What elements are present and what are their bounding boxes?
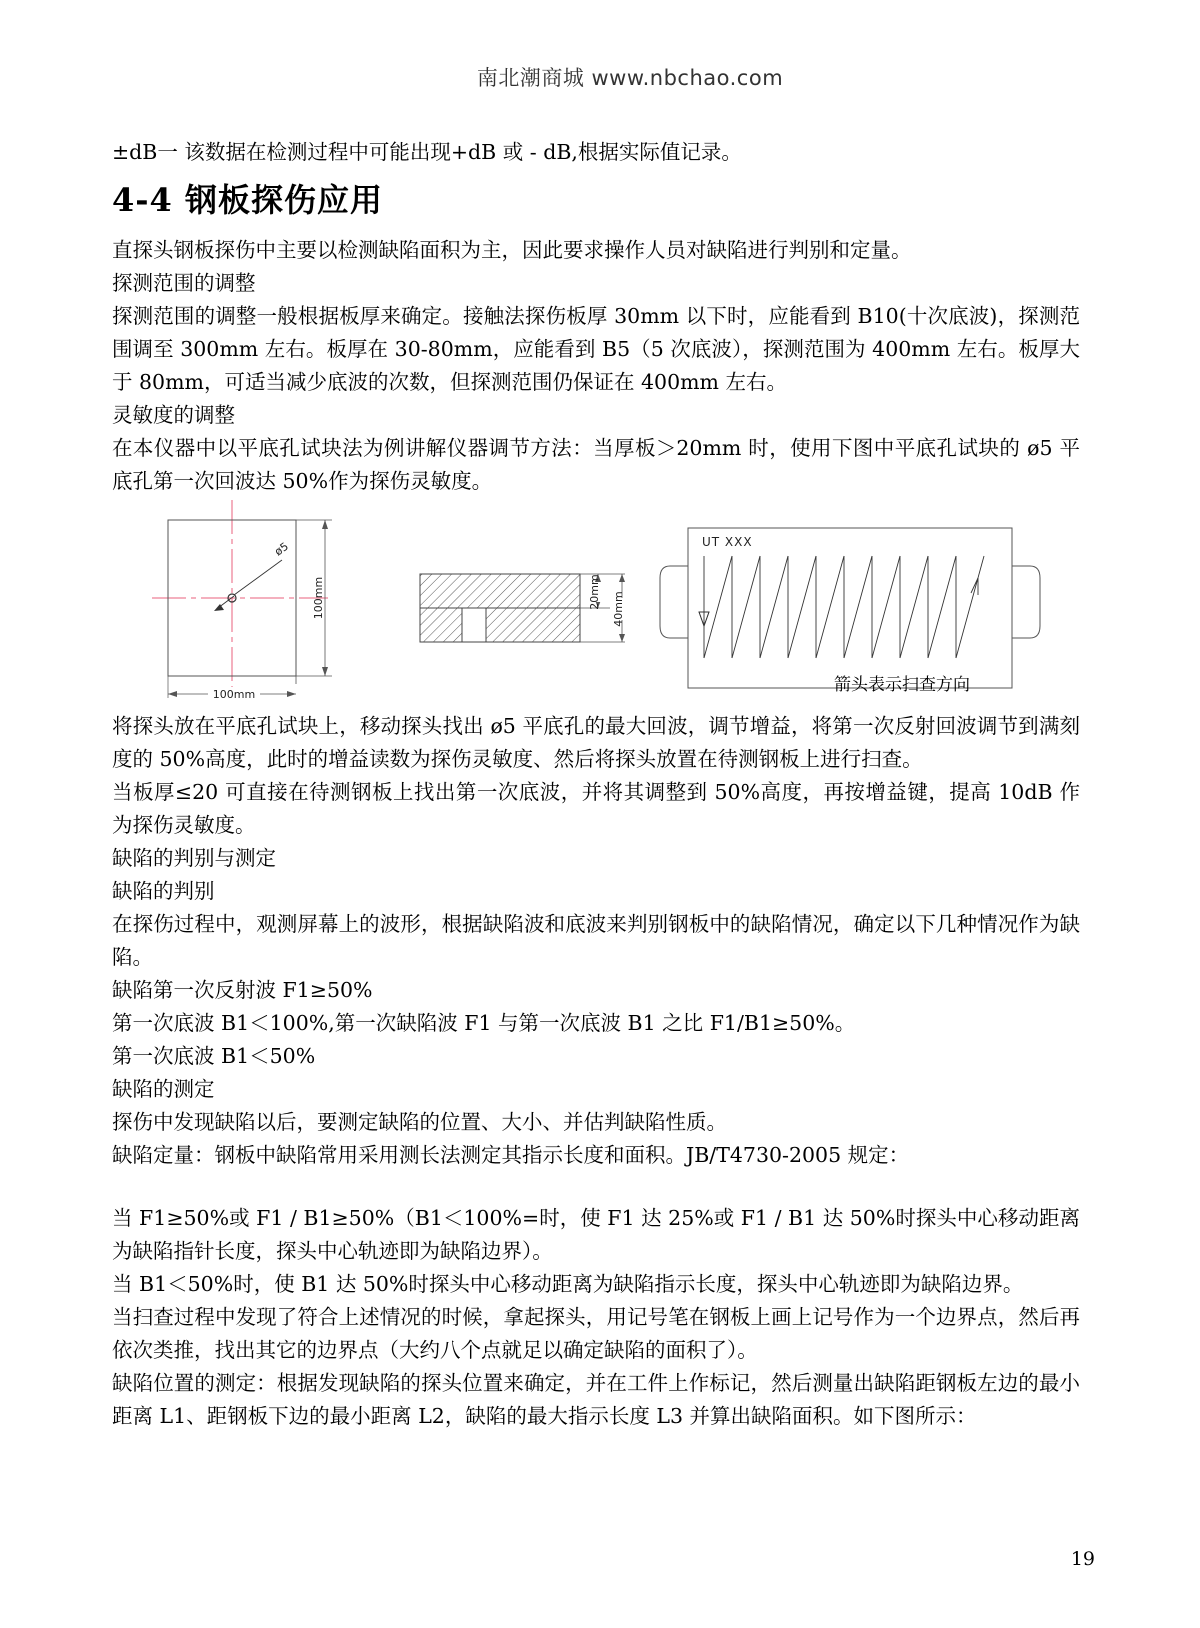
paragraph: 第一次底波 B1＜100%,第一次缺陷波 F1 与第一次底波 B1 之比 F1/B1≥50%。 bbox=[112, 1011, 856, 1035]
watermark-text: 南北潮商城 www.nbchao.com bbox=[476, 66, 784, 90]
paragraph: 当 F1≥50%或 F1 / B1≥50%（B1＜100%=时，使 F1 达 25%或 F1 / B1 达 50%时探头中心移动距离为缺陷指针长度，探头中心轨迹即为缺陷边界）。 bbox=[112, 1206, 1080, 1263]
paragraph: 在探伤过程中，观测屏幕上的波形，根据缺陷波和底波来判别钢板中的缺陷情况，确定以下几种情况作为缺陷。 bbox=[112, 912, 1080, 969]
figure-row bbox=[112, 498, 1080, 701]
paragraph: 将探头放在平底孔试块上，移动探头找出 ø5 平底孔的最大回波，调节增益，将第一次反射回波调节到满刻度的 50%高度，此时的增益读数为探伤灵敏度、然后将探头放置在待测钢板上进行扫查。 bbox=[112, 714, 1080, 771]
paragraph: 缺陷第一次反射波 F1≥50% bbox=[112, 978, 373, 1002]
height-dimension-label: 100mm bbox=[312, 576, 325, 620]
figure-test-block-section bbox=[410, 556, 645, 666]
upper-dimension-label: 20mm bbox=[588, 574, 601, 610]
paragraph: 缺陷的测定 bbox=[112, 1077, 215, 1101]
paragraph-spacer bbox=[112, 1172, 1080, 1202]
paragraph: 探测范围的调整 bbox=[112, 271, 256, 296]
figure-test-block-plan bbox=[150, 498, 380, 701]
document-body-lower bbox=[112, 710, 1080, 1433]
section-title: 4-4 钢板探伤应用 bbox=[112, 181, 383, 219]
paragraph: 探伤中发现缺陷以后，要测定缺陷的位置、大小、并估判缺陷性质。 bbox=[112, 1110, 727, 1134]
paragraph: 探测范围的调整一般根据板厚来确定。接触法探伤板厚 30mm 以下时，应能看到 B10(十次底波)，探测范围调至 300mm 左右。板厚在 30-80mm，应能看到 B5（5 次底波），探测范围为 400mm 左右。板厚大于 80mm，可适当减少底波的次数，但探测范围仍保证在 400mm 左右。 bbox=[112, 304, 1080, 395]
figure-caption: 箭头表示扫查方向 bbox=[834, 675, 970, 695]
figure-scan-pattern bbox=[660, 498, 1040, 678]
intro-line: ±dB一 该数据在检测过程中可能出现+dB 或 - dB,根据实际值记录。 bbox=[112, 140, 742, 164]
plate-outline bbox=[688, 528, 1012, 688]
paragraph: 当 B1＜50%时，使 B1 达 50%时探头中心移动距离为缺陷指示长度，探头中心轨迹即为缺陷边界。 bbox=[112, 1272, 1024, 1296]
paragraph: 在本仪器中以平底孔试块法为例讲解仪器调节方法：当厚板＞20mm 时，使用下图中平底孔试块的 ø5 平底孔第一次回波达 50%作为探伤灵敏度。 bbox=[112, 436, 1080, 494]
paragraph: 缺陷的判别 bbox=[112, 879, 215, 903]
paragraph: 灵敏度的调整 bbox=[112, 403, 235, 428]
hole-diameter-label: ø5 bbox=[272, 539, 291, 559]
scan-direction-arrow-up bbox=[971, 578, 978, 595]
paragraph: 缺陷定量：钢板中缺陷常用采用测长法测定其指示长度和面积。JB/T4730-2005 规定： bbox=[112, 1143, 910, 1167]
instrument-label: UT XXX bbox=[702, 535, 753, 549]
page-number: 19 bbox=[1070, 1548, 1095, 1570]
scan-path bbox=[704, 556, 984, 658]
right-handle bbox=[1012, 566, 1040, 638]
left-handle bbox=[660, 566, 688, 638]
total-dimension-label: 40mm bbox=[612, 591, 625, 627]
paragraph: 缺陷的判别与测定 bbox=[112, 846, 276, 870]
paragraph: 直探头钢板探伤中主要以检测缺陷面积为主，因此要求操作人员对缺陷进行判别和定量。 bbox=[112, 238, 912, 263]
paragraph: 第一次底波 B1＜50% bbox=[112, 1044, 316, 1068]
paragraph: 当板厚≤20 可直接在待测钢板上找出第一次底波，并将其调整到 50%高度，再按增益键，提高 10dB 作为探伤灵敏度。 bbox=[112, 780, 1080, 837]
document-body bbox=[112, 136, 1080, 498]
paragraph: 缺陷位置的测定：根据发现缺陷的探头位置来确定，并在工件上作标记，然后测量出缺陷距钢板左边的最小距离 L1、距钢板下边的最小距离 L2，缺陷的最大指示长度 L3 并算出缺陷面积。如下图所示： bbox=[112, 1371, 1080, 1428]
width-dimension-label: 100mm bbox=[212, 688, 256, 701]
hole-leader-line bbox=[234, 560, 282, 595]
paragraph: 当扫查过程中发现了符合上述情况的时候，拿起探头，用记号笔在钢板上画上记号作为一个边界点，然后再依次类推，找出其它的边界点（大约八个点就足以确定缺陷的面积了）。 bbox=[112, 1305, 1080, 1362]
